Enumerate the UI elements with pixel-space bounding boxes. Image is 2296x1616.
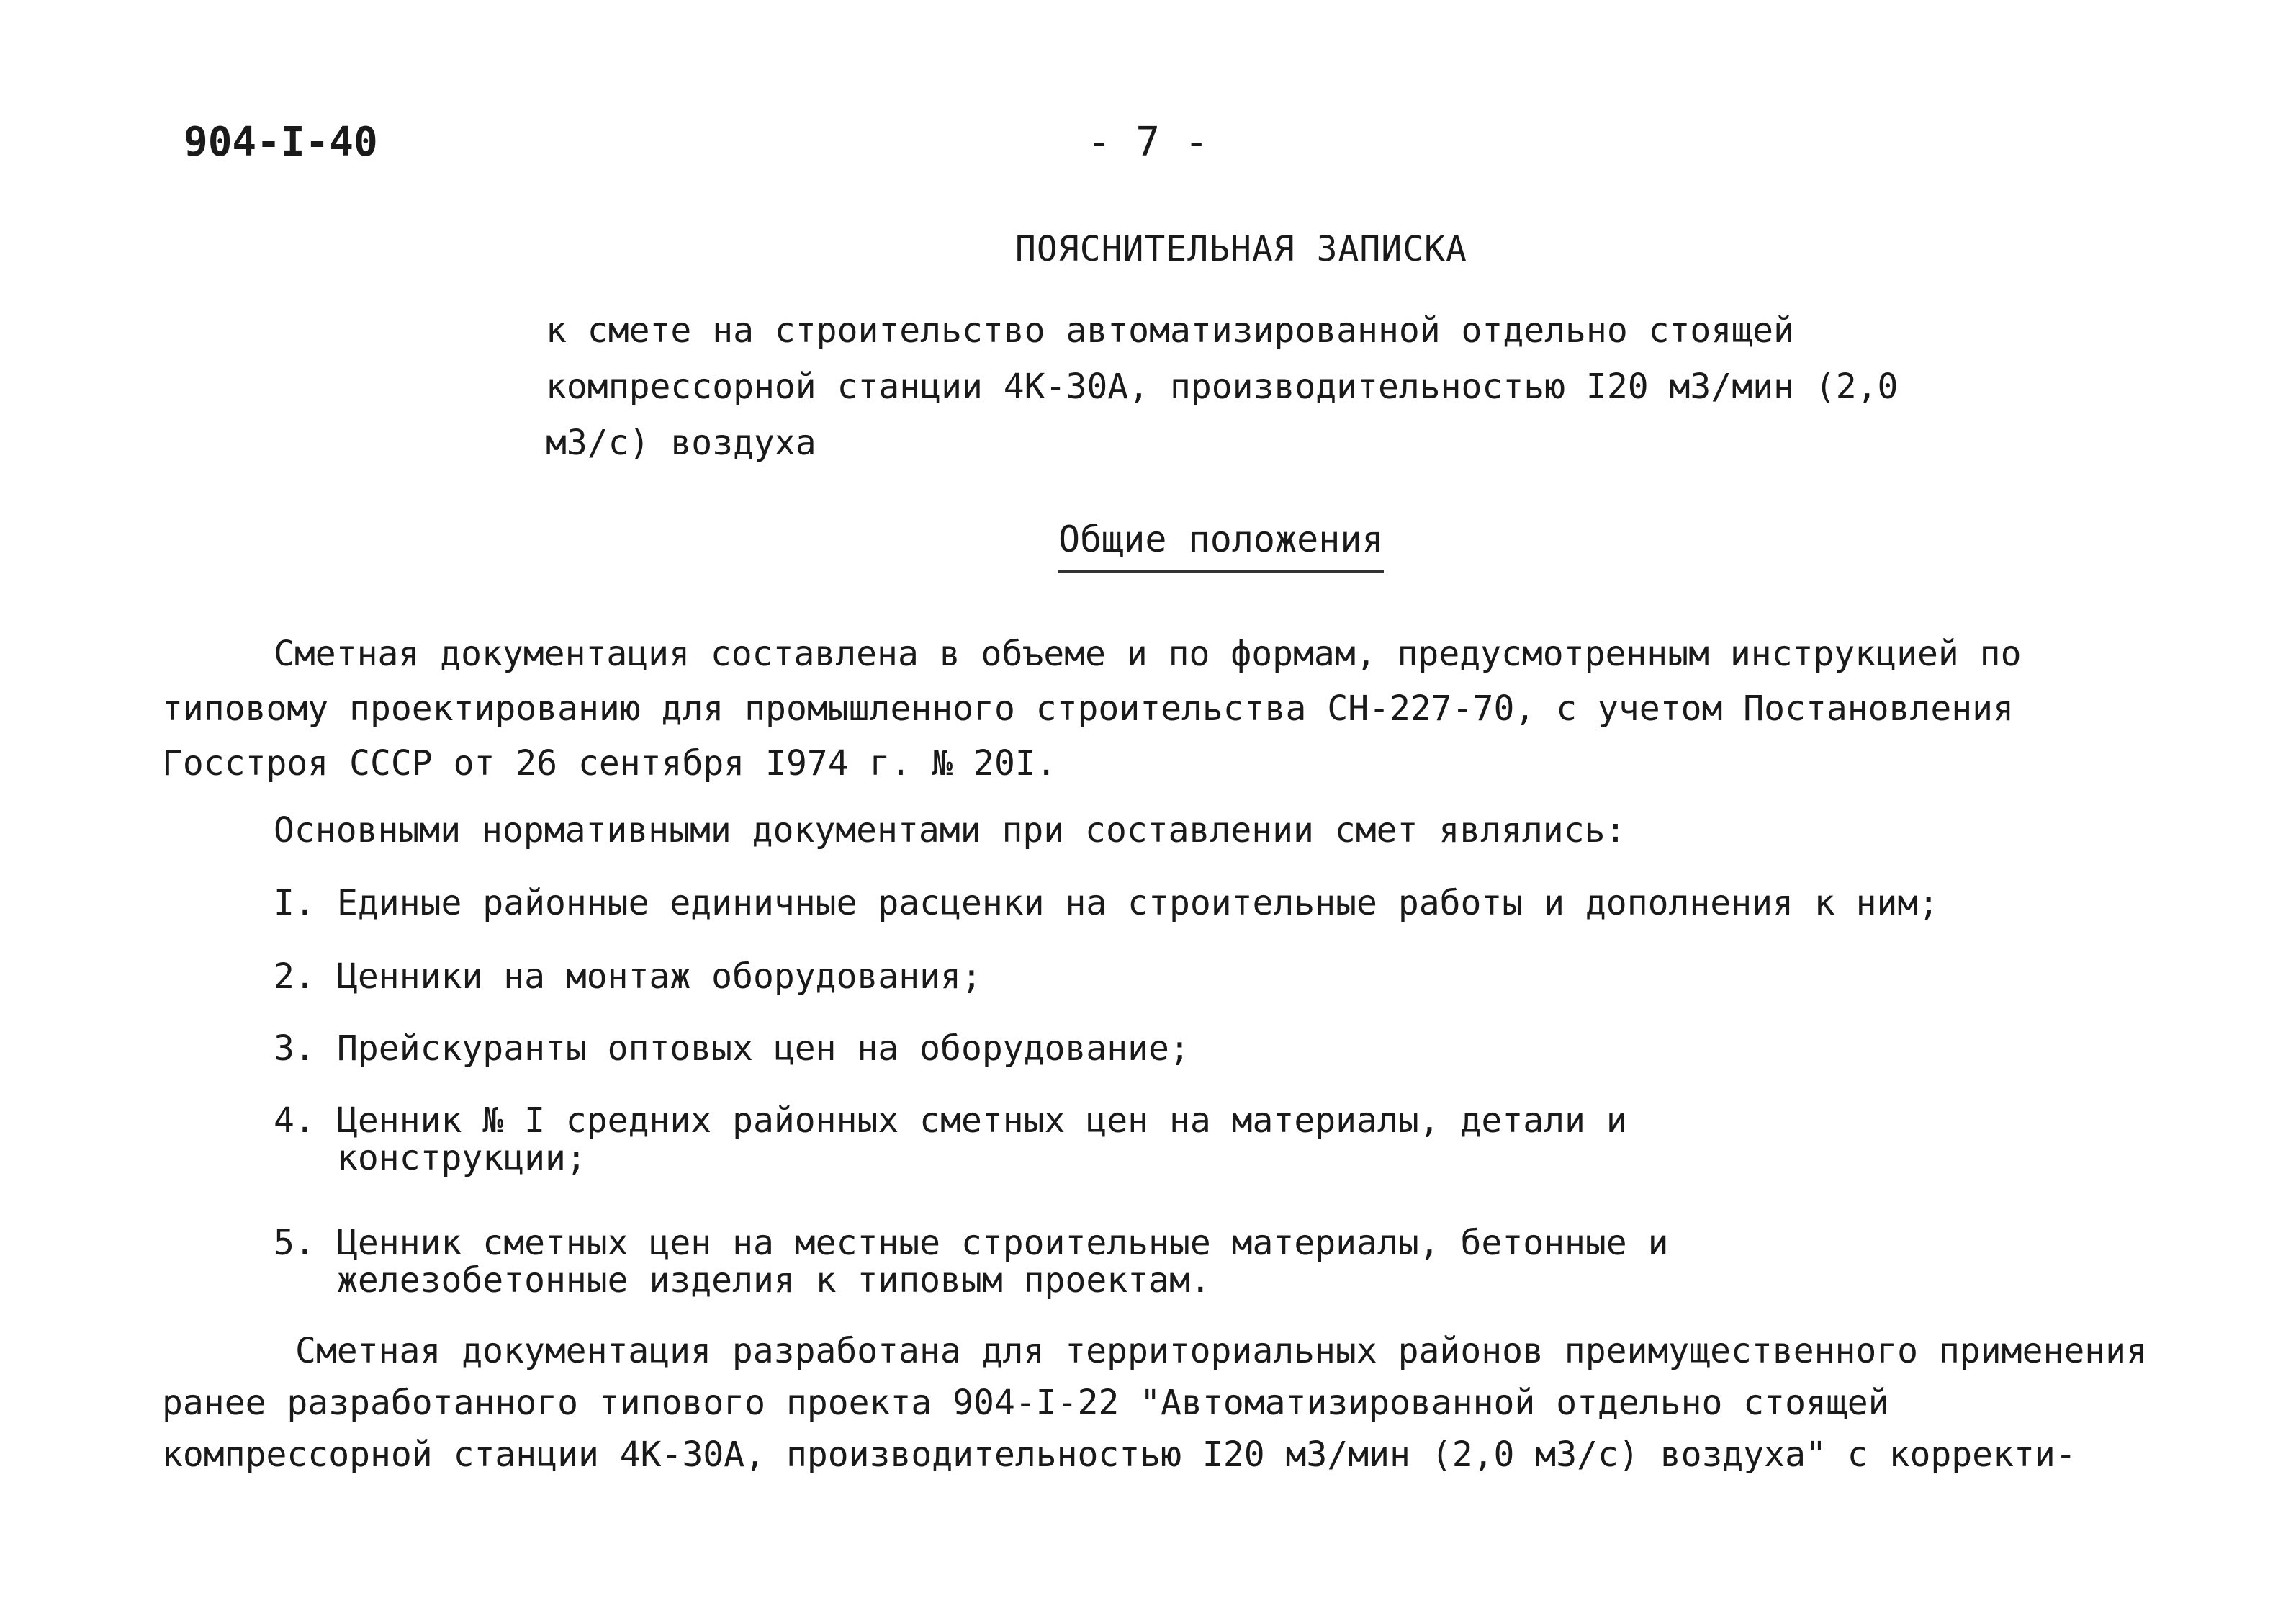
list-item-text: Ценники на монтаж оборудования; — [337, 956, 982, 997]
page-number: - 7 - — [1087, 119, 1209, 166]
list-item — [274, 1224, 1741, 1299]
list-item-number: 2. — [274, 956, 315, 997]
list-item — [274, 884, 1993, 922]
list-item-text: Ценник сметных цен на местные строительные материалы, бетонные и железобетонные изделия к типовым проектам. — [337, 1223, 1669, 1301]
document-code: 904-I-40 — [184, 119, 378, 166]
list-item — [274, 1102, 1741, 1177]
list-item-text: Ценник № I средних районных сметных цен на материалы, детали и конструкции; — [337, 1100, 1627, 1178]
document-subtitle: к смете на строительство автоматизированной отдельно стоящей компрессорной станции 4К-30А, производительностью I20 м3/мин (2,0 м3/с) воздуха — [546, 310, 1899, 463]
list-item-text: Единые районные единичные расценки на строительные работы и дополнения к ним; — [337, 883, 1940, 923]
list-item-number: 3. — [274, 1028, 315, 1069]
paragraph-general: Сметная документация составлена в объеме и по формам, предусмотренным инструкцией по типовому проектированию для промышленного строительства СН-227-70, с учетом Постановления Госстроя СССР от 26 сентября I974 г. № 20I. — [162, 634, 2022, 784]
list-item-number: 5. — [274, 1223, 315, 1263]
document-title: ПОЯСНИТЕЛЬНАЯ ЗАПИСКА — [1015, 229, 1467, 269]
list-item — [274, 958, 1993, 995]
list-intro: Основными нормативными документами при составлении смет являлись: — [274, 810, 1626, 850]
list-item — [274, 1030, 1993, 1067]
list-item-number: I. — [274, 883, 315, 923]
paragraph-scope: Сметная документация разработана для территориальных районов преимущественного применения ранее разработанного типового проекта 904-I-22 "Автоматизированной отдельно стоящей компрессорной станции 4К-30А, производительностью I20 м3/мин (2,0 м3/с) воздуха" с корректи- — [162, 1331, 2147, 1475]
list-item-text: Прейскуранты оптовых цен на оборудование; — [337, 1028, 1190, 1069]
list-item-number: 4. — [274, 1100, 315, 1141]
section-heading: Общие положения — [1058, 519, 1384, 573]
